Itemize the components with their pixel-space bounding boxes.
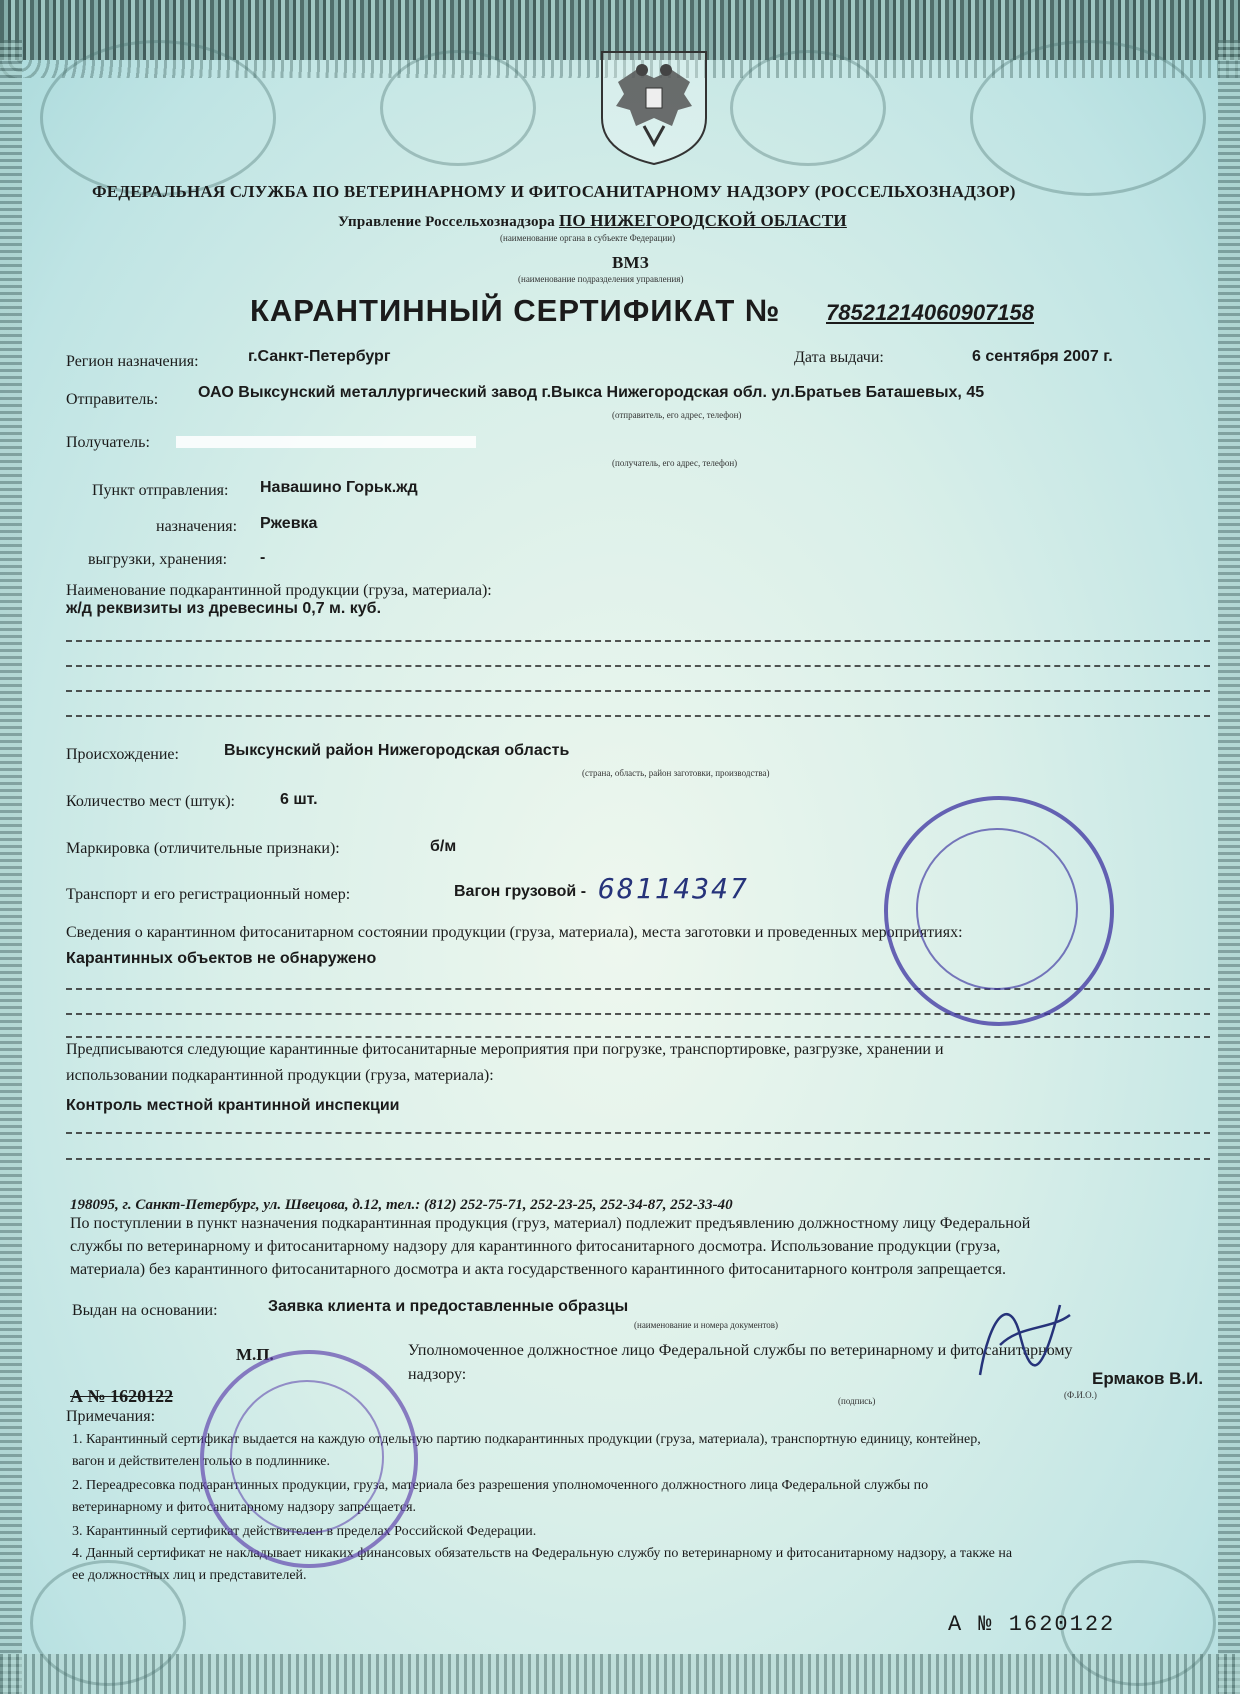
measures-label-line1: Предписываются следующие карантинные фитосанитарные мероприятия при погрузке, транспортировке, разгрузке, хранении и [66, 1041, 944, 1058]
name-hint: (Ф.И.О.) [1064, 1390, 1097, 1400]
measures-value: Контроль местной крантинной инспекции [66, 1097, 400, 1114]
note-line-5: 3. Карантинный сертификат действителен в пределах Российской Федерации. [72, 1524, 537, 1539]
transport-value: Вагон грузовой - [454, 883, 587, 900]
note-line-7: ее должностных лиц и представителей. [72, 1568, 307, 1583]
condition-value: Карантинных объектов не обнаружено [66, 950, 377, 967]
department-hint: (наименование органа в субъекте Федерации) [500, 233, 676, 243]
certificate-number: 78521214060907158 [826, 300, 1035, 325]
departure-value: Навашино Горьк.жд [260, 479, 418, 496]
unloading-label: выгрузки, хранения: [88, 551, 228, 568]
sender-label: Отправитель: [66, 391, 159, 408]
product-value: ж/д реквизиты из древесины 0,7 м. куб. [66, 600, 382, 617]
quantity-value: 6 шт. [280, 791, 318, 808]
measures-label-line2: использовании подкарантинной продукции (груза, материала): [66, 1067, 494, 1084]
blank-line [66, 1036, 1210, 1038]
issue-date-value: 6 сентября 2007 г. [972, 348, 1113, 365]
decorative-border-right [1218, 40, 1240, 1694]
sender-hint: (отправитель, его адрес, телефон) [612, 410, 742, 420]
recipient-hint: (получатель, его адрес, телефон) [612, 458, 738, 468]
quantity-label: Количество мест (штук): [66, 793, 235, 810]
blank-line [66, 715, 1210, 717]
condition-label: Сведения о карантинном фитосанитарном состоянии продукции (груза, материала), места заготовки и проведенных мероприятиях: [66, 924, 963, 941]
round-stamp-left-inner [230, 1380, 384, 1534]
departure-label: Пункт отправления: [92, 482, 229, 499]
department-region: ПО НИЖЕГОРОДСКОЙ ОБЛАСТИ [558, 211, 847, 230]
ornament-top-mid-right [730, 50, 886, 166]
blank-line [66, 1132, 1210, 1134]
arrival-notice-line1: По поступлении в пункт назначения подкарантинная продукция (груз, материал) подлежит предъявлению должностному лицу Федеральной [70, 1215, 1031, 1232]
sender-value: ОАО Выксунский металлургический завод г.Выкса Нижегородская обл. ул.Братьев Баташевых, 45 [198, 384, 985, 401]
coat-of-arms-emblem [596, 48, 712, 168]
division-hint: (наименование подразделения управления) [518, 274, 684, 284]
note-line-4: ветеринарному и фитосанитарному надзору запрещается. [72, 1500, 417, 1515]
destination-value: Ржевка [260, 515, 318, 532]
origin-value: Выксунский район Нижегородская область [224, 742, 570, 759]
origin-hint: (страна, область, район заготовки, производства) [582, 768, 770, 778]
blank-line [66, 1158, 1210, 1160]
arrival-notice-line3: материала) без карантинного фитосанитарного досмотра и акта государственного карантинного фитосанитарного контроля запрещается. [70, 1261, 1007, 1278]
division-name: ВМЗ [612, 253, 649, 272]
origin-label: Происхождение: [66, 746, 179, 763]
marking-value: б/м [430, 838, 457, 855]
notes-title: Примечания: [66, 1408, 156, 1425]
round-stamp-right-inner [916, 828, 1078, 990]
region-value: г.Санкт-Петербург [248, 348, 391, 365]
recipient-label: Получатель: [66, 434, 150, 451]
blank-line [66, 690, 1210, 692]
issue-date-label: Дата выдачи: [794, 349, 884, 366]
blank-line [66, 665, 1210, 667]
basis-value: Заявка клиента и предоставленные образцы [268, 1298, 629, 1315]
official-signature [960, 1275, 1080, 1395]
stamp-number: А № 1620122 [70, 1386, 174, 1406]
round-stamp-left [200, 1350, 418, 1568]
recipient-redacted [176, 436, 476, 448]
ornament-top-right [970, 40, 1206, 196]
marking-label: Маркировка (отличительные признаки): [66, 840, 340, 857]
official-name: Ермаков В.И. [1092, 1369, 1204, 1388]
round-stamp-right [884, 796, 1114, 1026]
agency-title: ФЕДЕРАЛЬНАЯ СЛУЖБА ПО ВЕТЕРИНАРНОМУ И ФИТОСАНИТАРНОМУ НАДЗОРУ (РОССЕЛЬХОЗНАДЗОР) [92, 182, 1016, 201]
seal-place-label: М.П. [236, 1345, 274, 1364]
decorative-border-bottom [0, 1654, 1240, 1694]
decorative-border-left [0, 40, 22, 1694]
transport-handwritten-number: 68114347 [598, 872, 749, 905]
signature-hint: (подпись) [838, 1396, 876, 1406]
certificate-title: КАРАНТИННЫЙ СЕРТИФИКАТ № [250, 293, 781, 328]
department-line [338, 211, 847, 231]
official-label-line1: Уполномоченное должностное лицо Федеральной службы по ветеринарному и фитосанитарному [408, 1342, 1073, 1359]
basis-hint: (наименование и номера документов) [634, 1320, 779, 1330]
ornament-top-mid-left [380, 50, 536, 166]
note-line-3: 2. Переадресовка подкарантинных продукции, груза, материала без разрешения уполномоченного должностного лица Федеральной службы по [72, 1478, 929, 1493]
note-line-1: 1. Карантинный сертификат выдается на каждую отдельную партию подкарантинных продукции (груза, материала), транспортную единицу, контейнер, [72, 1432, 981, 1447]
basis-label: Выдан на основании: [72, 1302, 218, 1319]
note-line-2: вагон и действителен только в подлиннике. [72, 1454, 330, 1469]
arrival-notice-line2: службы по ветеринарному и фитосанитарному надзору для карантинного фитосанитарного досмотра. Использование продукции (груза, [70, 1238, 1001, 1255]
unloading-value: - [260, 549, 266, 566]
form-serial-number: А № 1620122 [948, 1612, 1116, 1637]
transport-label: Транспорт и его регистрационный номер: [66, 886, 351, 903]
destination-label: назначения: [156, 518, 238, 535]
official-label-line2: надзору: [408, 1366, 467, 1383]
product-label: Наименование подкарантинной продукции (груза, материала): [66, 582, 492, 599]
note-line-6: 4. Данный сертификат не накладывает никаких финансовых обязательств на Федеральную службу по ветеринарному и фитосанитарному надзору, а также на [72, 1546, 1013, 1561]
department-prefix: Управление Россельхознадзора [338, 214, 555, 230]
region-label: Регион назначения: [66, 353, 199, 370]
inspection-address: 198095, г. Санкт-Петербург, ул. Швецова, д.12, тел.: (812) 252-75-71, 252-23-25, 252-34-87, 252-33-40 [70, 1197, 733, 1213]
blank-line [66, 640, 1210, 642]
ornament-top-left [40, 40, 276, 196]
